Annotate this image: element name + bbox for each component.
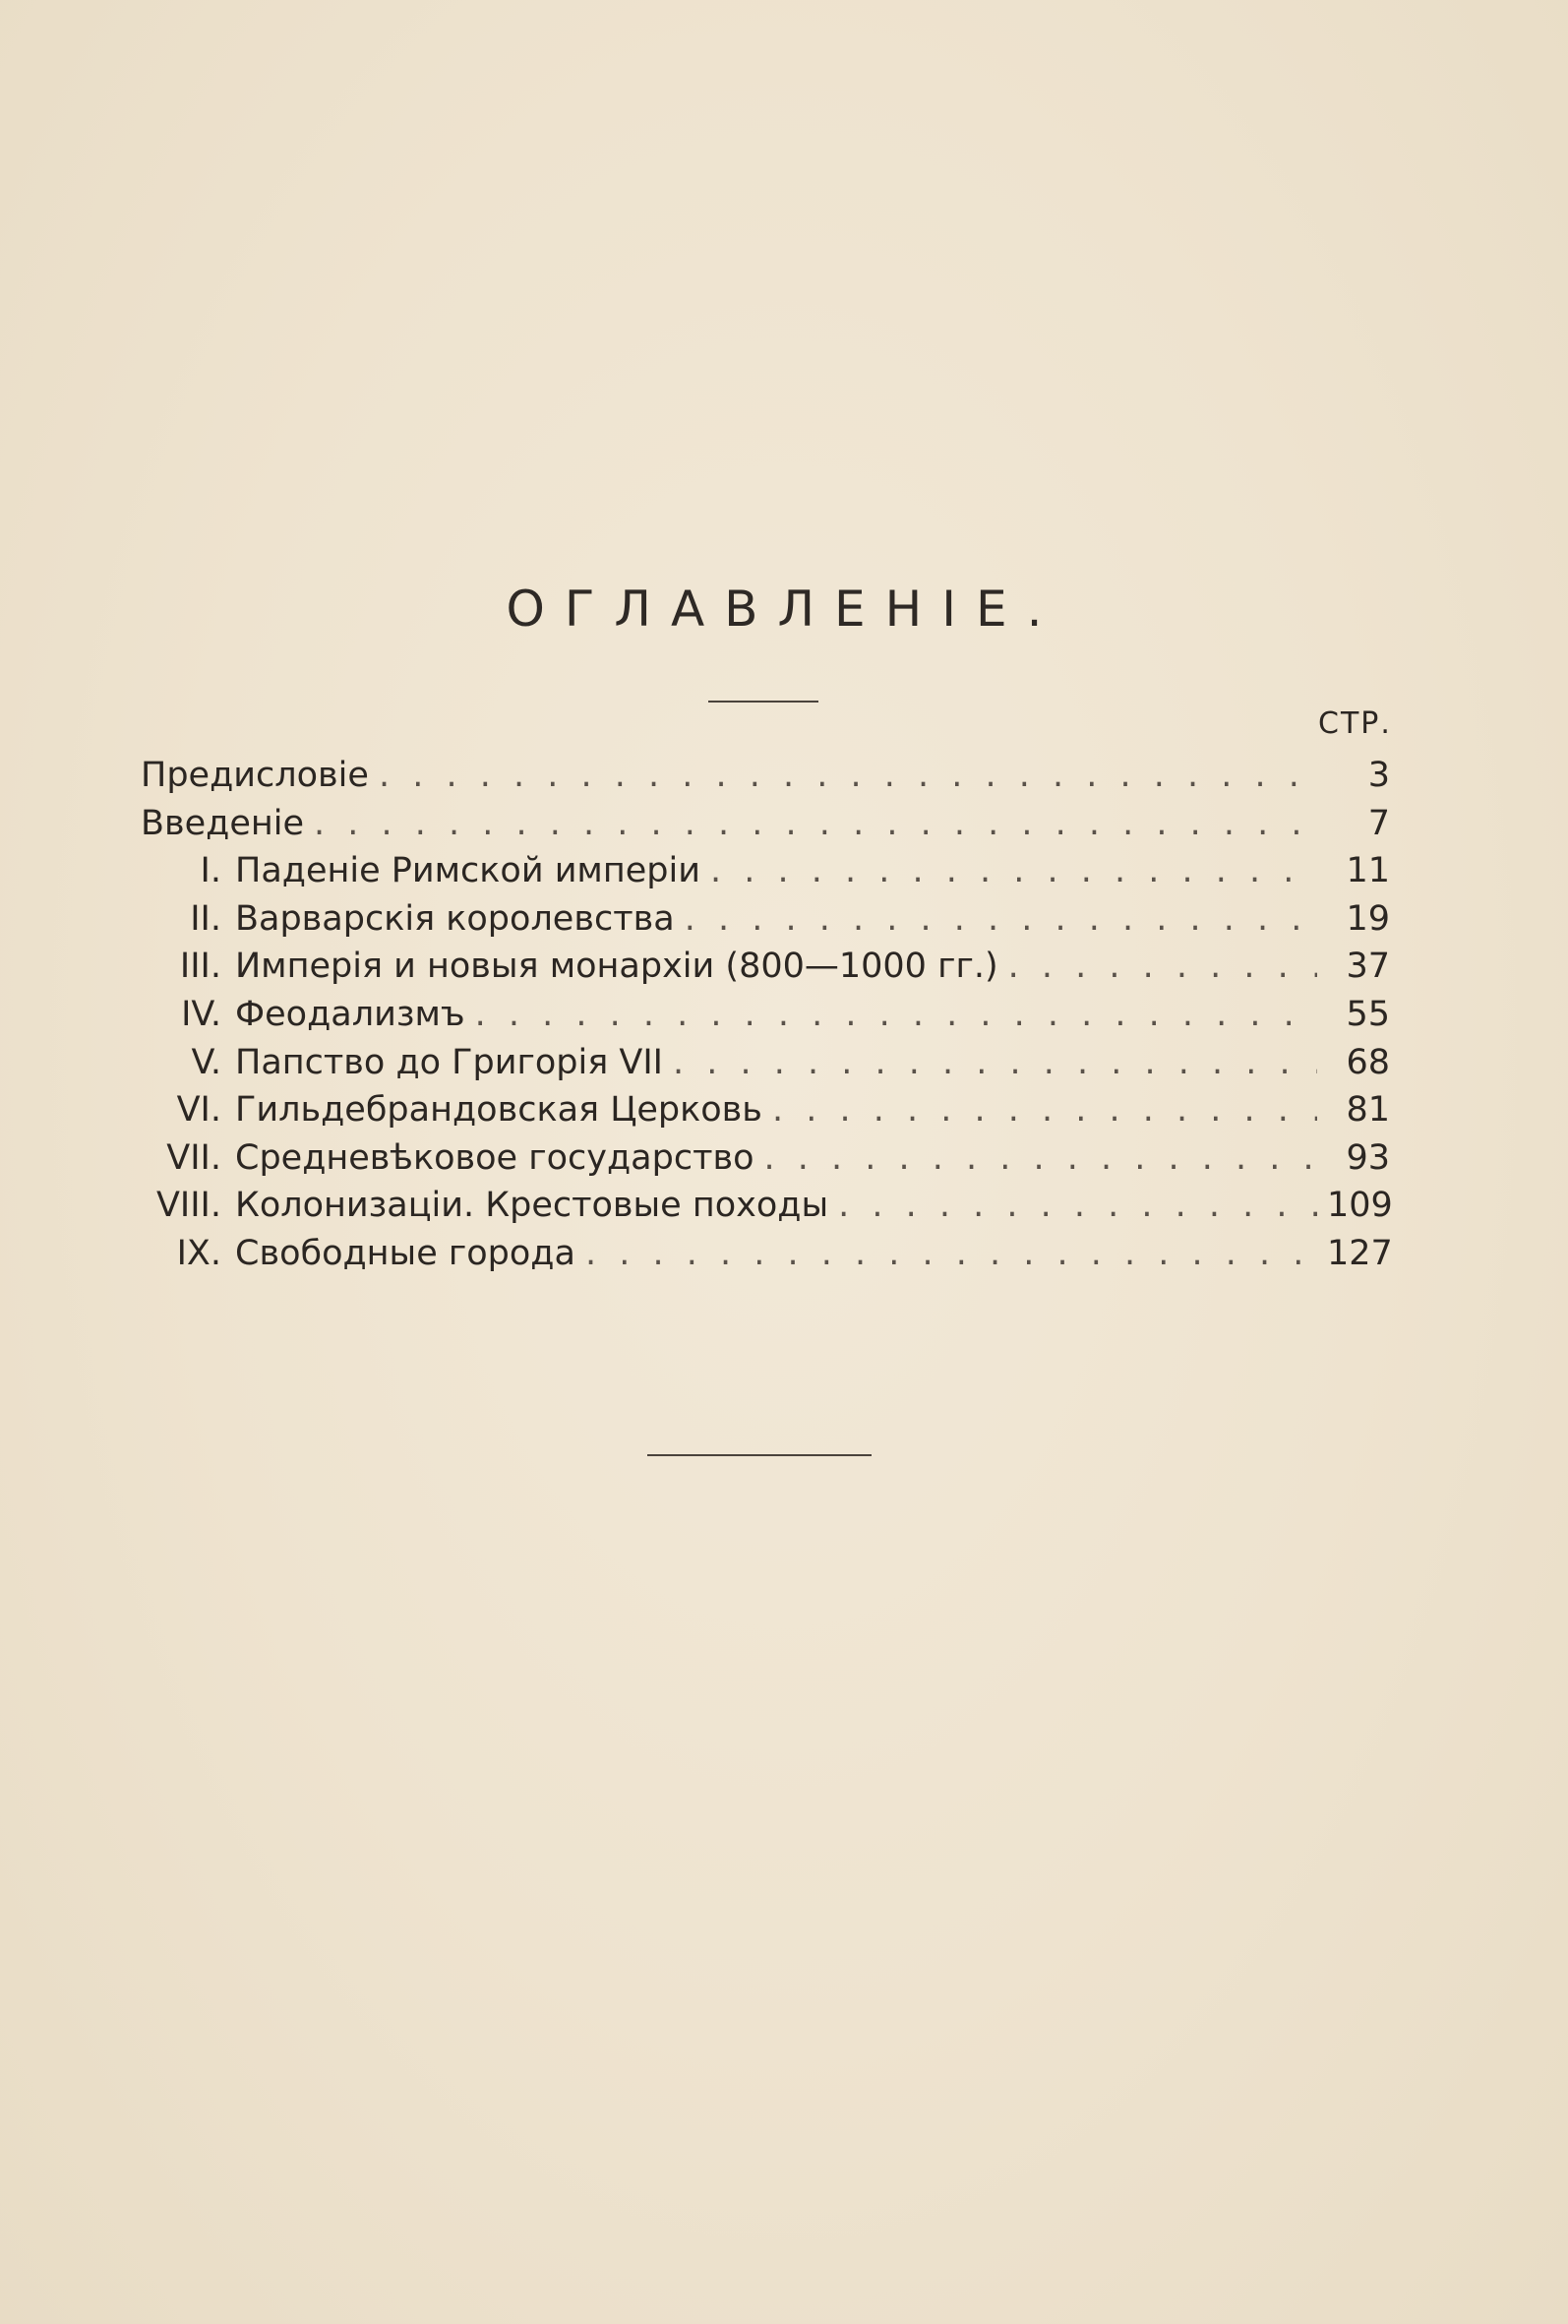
toc-entry-title: Свободные города xyxy=(235,1233,575,1273)
page-title: ОГЛАВЛЕНІЕ. xyxy=(506,581,1062,638)
toc-entry xyxy=(141,1230,1393,1278)
end-divider xyxy=(647,1454,872,1456)
toc-entry-page: 127 xyxy=(1327,1233,1393,1273)
dot-leader xyxy=(314,800,1317,848)
toc-entry-page: 37 xyxy=(1346,947,1390,987)
toc-entry-number: V. xyxy=(191,1042,221,1082)
toc-entry-page: 81 xyxy=(1346,1090,1390,1131)
toc-entry-title: Феодализмъ xyxy=(235,994,465,1034)
toc-entry-title: Папство до Григорія VII xyxy=(235,1042,664,1082)
toc-entry xyxy=(141,943,1390,991)
toc-entry xyxy=(141,1134,1390,1183)
dot-leader xyxy=(379,752,1317,800)
toc-entry-page: 109 xyxy=(1327,1186,1393,1226)
toc-entry-page: 7 xyxy=(1367,803,1390,843)
toc-entry-page: 19 xyxy=(1346,898,1390,939)
toc-entry-title: Имперія и новыя монархіи (800—1000 гг.) xyxy=(235,947,998,987)
toc-entry xyxy=(141,991,1390,1039)
toc-entry-number: II. xyxy=(190,898,221,939)
toc-entry-number: I. xyxy=(200,851,221,891)
dot-leader xyxy=(475,991,1317,1039)
toc-entry-page: 68 xyxy=(1346,1042,1390,1082)
toc-entry-page: 3 xyxy=(1367,756,1390,795)
toc-entry-number: VII. xyxy=(166,1137,221,1178)
toc-entry-page: 11 xyxy=(1346,851,1390,891)
toc-entry-title: Гильдебрандовская Церковь xyxy=(235,1090,762,1131)
toc-entry-page: 93 xyxy=(1346,1137,1390,1178)
toc-entry-number: VIII. xyxy=(155,1186,221,1226)
toc-entry xyxy=(141,800,1390,848)
toc-entry-title: Предисловіе xyxy=(141,756,369,795)
toc-entry-title: Колонизаціи. Крестовые походы xyxy=(235,1186,829,1226)
toc-entry xyxy=(141,895,1390,944)
table-of-contents xyxy=(141,752,1393,1278)
dot-leader xyxy=(764,1134,1318,1183)
dot-leader xyxy=(710,847,1317,895)
dot-leader xyxy=(772,1086,1317,1134)
toc-entry-title: Варварскія королевства xyxy=(235,898,675,939)
toc-entry xyxy=(141,1039,1390,1087)
toc-entry xyxy=(141,752,1390,800)
toc-entry-number: III. xyxy=(179,947,221,987)
dot-leader xyxy=(673,1039,1317,1087)
toc-entry xyxy=(141,1086,1390,1134)
toc-entry-number: IV. xyxy=(181,994,221,1034)
page-column-header: СТР. xyxy=(1318,706,1392,741)
dot-leader xyxy=(1008,943,1317,991)
toc-entry xyxy=(141,1182,1393,1230)
toc-entry-page: 55 xyxy=(1346,994,1390,1034)
title-divider xyxy=(708,701,818,703)
toc-entry-title: Средневѣковое государство xyxy=(235,1137,754,1178)
toc-entry-number: IX. xyxy=(176,1233,221,1273)
toc-entry xyxy=(141,847,1390,895)
toc-entry-title: Паденіе Римской имперіи xyxy=(235,851,700,891)
dot-leader xyxy=(585,1230,1317,1278)
dot-leader xyxy=(685,895,1317,944)
dot-leader xyxy=(838,1182,1317,1230)
toc-entry-title: Введеніе xyxy=(141,803,305,843)
toc-entry-number: VI. xyxy=(176,1090,221,1131)
